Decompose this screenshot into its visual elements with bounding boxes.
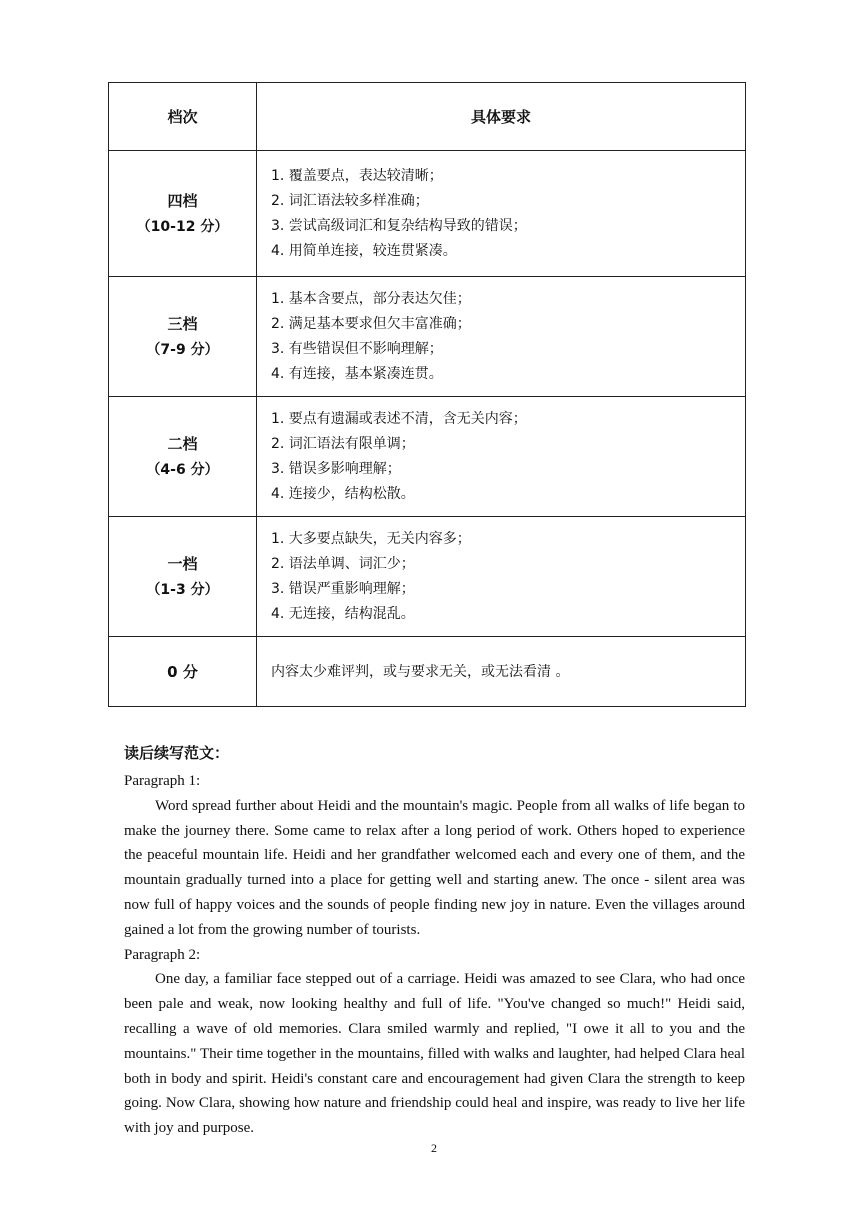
requirement-item: 3. 错误多影响理解； xyxy=(271,460,401,477)
requirements-cell xyxy=(257,151,746,277)
paragraph-label: Paragraph 2: xyxy=(124,946,201,963)
level-name: 0 分 xyxy=(167,662,198,681)
grading-table xyxy=(108,82,746,707)
requirement-item: 4. 用简单连接，较连贯紧凑。 xyxy=(271,242,457,259)
level-name: 四档 xyxy=(167,191,198,210)
level-name: 二档 xyxy=(167,434,198,453)
level-cell xyxy=(109,151,257,277)
table-row xyxy=(109,277,746,397)
table-row xyxy=(109,397,746,517)
table-header-row xyxy=(109,83,746,151)
requirement-item: 1. 覆盖要点，表达较清晰； xyxy=(271,167,443,184)
requirements-cell xyxy=(257,277,746,397)
level-range: （10-12 分） xyxy=(136,218,229,235)
paragraph-text: One day, a familiar face stepped out of a carriage. Heidi was amazed to see Clara, who had once been pale and weak, now looking healthy and full of life. "You've changed so much!" Heidi said, recalling a wave of old memories. Clara smiled warmly and replied, "I owe it all to you and the mountains." Their time together in the mountains, filled with walks and laughter, had helped Clara heal both in body and spirit. Heidi's constant care and encouragement had given Clara the strength to keep going. Now Clara, showing how nature and friendship could heal and inspire, was ready to live her life with joy and purpose. xyxy=(124,971,745,1137)
requirement-item: 1. 基本含要点，部分表达欠佳； xyxy=(271,290,471,307)
level-cell xyxy=(109,277,257,397)
requirement-item: 3. 尝试高级词汇和复杂结构导致的错误； xyxy=(271,217,527,234)
sample-essay xyxy=(124,741,745,1141)
requirement-item: 3. 错误严重影响理解； xyxy=(271,580,415,597)
requirement-item: 1. 大多要点缺失，无关内容多； xyxy=(271,530,471,547)
essay-title: 读后续写范文： xyxy=(124,744,230,762)
requirements-cell xyxy=(257,517,746,637)
level-cell xyxy=(109,637,257,707)
zero-score-description: 内容太少难评判，或与要求无关，或无法看清 。 xyxy=(271,663,570,680)
requirement-item: 2. 词汇语法较多样准确； xyxy=(271,192,429,209)
level-name: 三档 xyxy=(167,314,198,333)
level-range: （4-6 分） xyxy=(146,461,219,478)
level-range: （1-3 分） xyxy=(146,581,219,598)
level-range: （7-9 分） xyxy=(146,341,219,358)
table-row xyxy=(109,151,746,277)
paragraph-label: Paragraph 1: xyxy=(124,773,201,789)
requirement-item: 3. 有些错误但不影响理解； xyxy=(271,340,443,357)
requirement-item: 2. 语法单调、词汇少； xyxy=(271,555,415,572)
header-level: 档次 xyxy=(109,83,257,151)
level-cell xyxy=(109,517,257,637)
level-cell xyxy=(109,397,257,517)
level-name: 一档 xyxy=(167,554,198,573)
page-number: 2 xyxy=(431,1141,437,1155)
requirements-cell xyxy=(257,397,746,517)
requirement-item: 1. 要点有遗漏或表述不清，含无关内容； xyxy=(271,410,527,427)
requirement-item: 2. 满足基本要求但欠丰富准确； xyxy=(271,315,471,332)
requirement-item: 4. 连接少，结构松散。 xyxy=(271,485,415,502)
requirement-item: 2. 词汇语法有限单调； xyxy=(271,435,415,452)
header-requirements: 具体要求 xyxy=(257,83,746,151)
requirement-item: 4. 有连接，基本紧凑连贯。 xyxy=(271,365,443,382)
requirements-cell xyxy=(257,637,746,707)
requirement-item: 4. 无连接，结构混乱。 xyxy=(271,605,415,622)
table-row xyxy=(109,637,746,707)
table-row xyxy=(109,517,746,637)
paragraph-text: Word spread further about Heidi and the mountain's magic. People from all walks of life began to make the journey there. Some came to relax after a long period of work. Others hoped to experience the peaceful mountain life. Heidi and her grandfather welcomed each and every one of them, and the mountain gradually turned into a place for getting well and starting anew. The once - silent area was now full of happy voices and the sounds of people finding new joy in nature. Even the villages around gained a lot from the growing number of tourists. xyxy=(124,797,745,938)
